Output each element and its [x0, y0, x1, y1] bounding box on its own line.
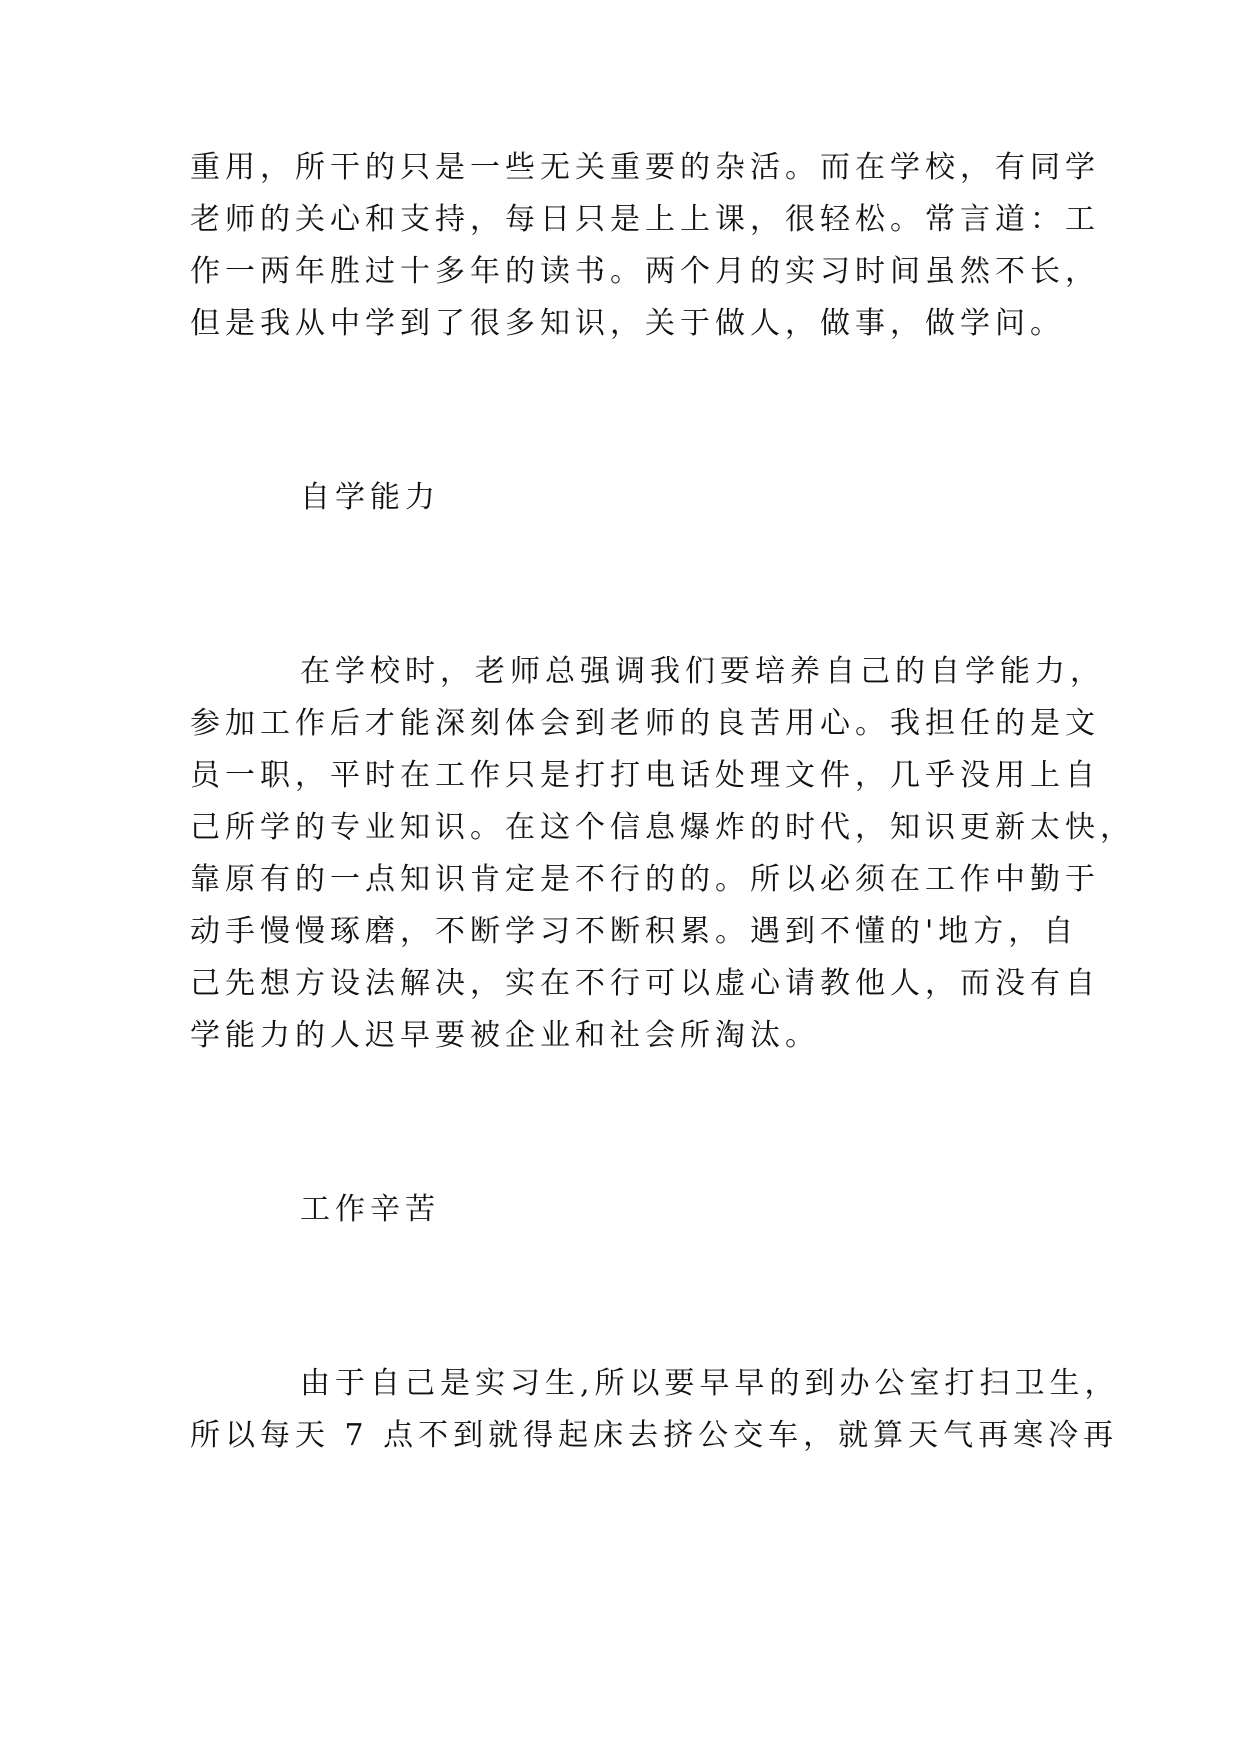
paragraph-2-line-1: 在学校时，老师总强调我们要培养自己的自学能力， [300, 654, 1105, 689]
section-heading-hard-work: 工作辛苦 [300, 1192, 440, 1227]
paragraph-2-line-6: 动手慢慢琢磨，不断学习不断积累。遇到不懂的'地方，自 [190, 914, 1079, 949]
section-heading-self-study: 自学能力 [300, 480, 440, 515]
paragraph-3-line-1: 由于自己是实习生,所以要早早的到办公室打扫卫生， [300, 1366, 1120, 1401]
paragraph-2-line-3: 员一职，平时在工作只是打打电话处理文件，几乎没用上自 [190, 758, 1100, 793]
paragraph-1-line-1: 重用，所干的只是一些无关重要的杂活。而在学校，有同学 [190, 150, 1100, 185]
paragraph-3-line-2: 所以每天 7 点不到就得起床去挤公交车，就算天气再寒冷再 [190, 1418, 1119, 1453]
paragraph-2-line-7: 己先想方设法解决，实在不行可以虚心请教他人，而没有自 [190, 966, 1100, 1001]
paragraph-1-line-3: 作一两年胜过十多年的读书。两个月的实习时间虽然不长， [190, 254, 1100, 289]
paragraph-2-line-2: 参加工作后才能深刻体会到老师的良苦用心。我担任的是文 [190, 706, 1100, 741]
paragraph-1-line-4: 但是我从中学到了很多知识，关于做人，做事，做学问。 [190, 306, 1065, 341]
paragraph-1-line-2: 老师的关心和支持，每日只是上上课，很轻松。常言道：工 [190, 202, 1100, 237]
paragraph-2-line-5: 靠原有的一点知识肯定是不行的的。所以必须在工作中勤于 [190, 862, 1100, 897]
paragraph-2-line-4: 己所学的专业知识。在这个信息爆炸的时代，知识更新太快， [190, 810, 1135, 845]
paragraph-2-line-8: 学能力的人迟早要被企业和社会所淘汰。 [190, 1018, 820, 1053]
